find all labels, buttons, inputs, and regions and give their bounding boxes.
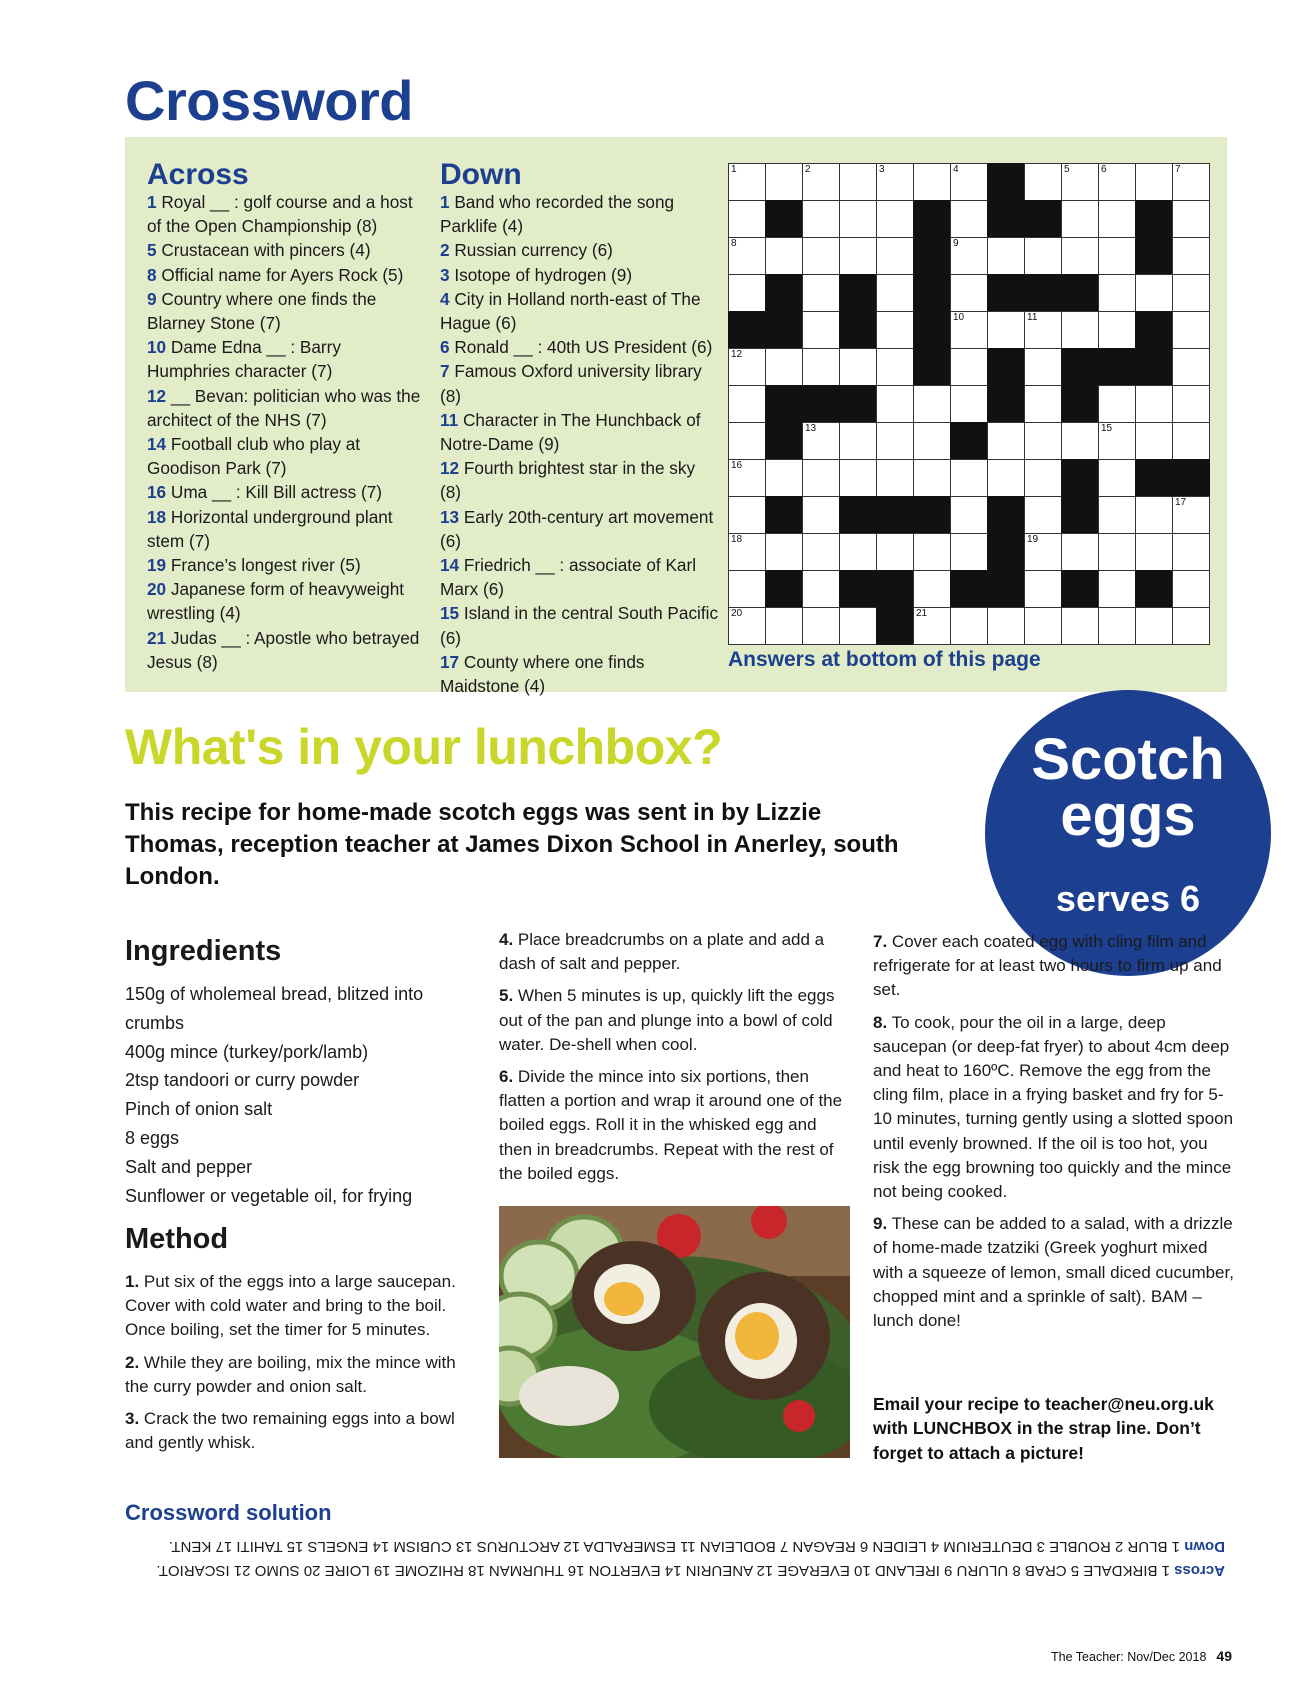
grid-block bbox=[876, 496, 914, 534]
down-clue: 7 Famous Oxford university library (8) bbox=[440, 361, 702, 406]
grid-cell[interactable] bbox=[876, 237, 914, 275]
email-callout: Email your recipe to teacher@neu.org.uk with LUNCHBOX in the strap line. Don’t forget to attach a picture! bbox=[873, 1394, 1214, 1463]
grid-cell[interactable] bbox=[1098, 200, 1136, 238]
across-clue: 16 Uma __ : Kill Bill actress (7) bbox=[147, 482, 382, 503]
grid-cell[interactable] bbox=[802, 533, 840, 571]
grid-cell[interactable] bbox=[1172, 348, 1210, 386]
grid-cell[interactable] bbox=[839, 422, 877, 460]
grid-block bbox=[1135, 459, 1173, 497]
grid-block bbox=[1061, 570, 1099, 608]
grid-cell[interactable] bbox=[1024, 385, 1062, 423]
solution-heading: Crossword solution bbox=[125, 1500, 332, 1525]
across-clues bbox=[147, 158, 427, 674]
method-steps-col3 bbox=[873, 930, 1238, 1341]
grid-cell[interactable] bbox=[1061, 607, 1099, 645]
down-clue: 15 Island in the central South Pacific (6) bbox=[440, 603, 719, 648]
method-step: 5. When 5 minutes is up, quickly lift the eggs out of the pan and plunge into a bowl of cold water. De-shell when cool. bbox=[499, 986, 835, 1054]
grid-cell[interactable] bbox=[802, 200, 840, 238]
grid-cell[interactable] bbox=[728, 163, 766, 201]
grid-cell[interactable] bbox=[1098, 459, 1136, 497]
across-clue: 19 France’s longest river (5) bbox=[147, 555, 361, 576]
grid-cell[interactable] bbox=[728, 237, 766, 275]
clue-number: 1 bbox=[731, 164, 737, 175]
grid-block bbox=[987, 496, 1025, 534]
recipe-badge-title bbox=[985, 727, 1271, 848]
grid-block bbox=[913, 237, 951, 275]
grid-cell[interactable] bbox=[987, 311, 1025, 349]
grid-block bbox=[1024, 274, 1062, 312]
grid-block bbox=[987, 385, 1025, 423]
grid-cell[interactable] bbox=[1024, 607, 1062, 645]
method-step: 2. While they are boiling, mix the mince with the curry powder and onion salt. bbox=[125, 1352, 456, 1396]
grid-cell[interactable] bbox=[1061, 311, 1099, 349]
page-title: Crossword bbox=[125, 69, 413, 132]
down-clue-list bbox=[440, 190, 720, 698]
grid-cell[interactable] bbox=[728, 274, 766, 312]
grid-cell[interactable] bbox=[950, 348, 988, 386]
grid-block bbox=[876, 607, 914, 645]
grid-block bbox=[765, 496, 803, 534]
clue-number: 21 bbox=[916, 608, 928, 619]
clue-number: 10 bbox=[953, 312, 965, 323]
down-clue: 13 Early 20th-century art movement (6) bbox=[440, 506, 714, 551]
grid-cell[interactable] bbox=[1135, 607, 1173, 645]
grid-cell[interactable] bbox=[987, 422, 1025, 460]
across-clue: 9 Country where one finds the Blarney Stone (7) bbox=[147, 288, 377, 334]
clue-number: 3 bbox=[879, 164, 885, 175]
grid-cell[interactable] bbox=[987, 607, 1025, 645]
grid-block bbox=[1135, 200, 1173, 238]
down-clue: 17 County where one finds Maidstone (4) bbox=[440, 651, 645, 697]
down-clue: 11 Character in The Hunchback of Notre-Dame (9) bbox=[440, 409, 701, 455]
grid-cell[interactable] bbox=[1061, 533, 1099, 571]
grid-cell[interactable] bbox=[839, 348, 877, 386]
grid-cell[interactable] bbox=[876, 533, 914, 571]
grid-block bbox=[765, 422, 803, 460]
grid-block bbox=[1135, 348, 1173, 386]
grid-cell[interactable] bbox=[765, 348, 803, 386]
grid-cell[interactable] bbox=[1172, 533, 1210, 571]
grid-cell[interactable] bbox=[1024, 163, 1062, 201]
grid-block bbox=[1024, 200, 1062, 238]
grid-cell[interactable] bbox=[1172, 274, 1210, 312]
page-footer bbox=[1051, 1648, 1232, 1664]
clue-number: 11 bbox=[1027, 312, 1038, 323]
grid-cell[interactable] bbox=[1024, 237, 1062, 275]
grid-cell[interactable] bbox=[839, 237, 877, 275]
method-step: 9. These can be added to a salad, with a drizzle of home-made tzatziki (Greek yoghurt mixed with a squeeze of lemon, small diced cucumber, chopped mint and a sprinkle of salt). BAM – lunch done! bbox=[873, 1214, 1234, 1331]
clue-number: 15 bbox=[1101, 423, 1113, 434]
ingredient-item: Pinch of onion salt bbox=[125, 1099, 273, 1120]
grid-cell[interactable] bbox=[1098, 163, 1136, 201]
grid-cell[interactable] bbox=[1172, 163, 1210, 201]
grid-cell[interactable] bbox=[913, 607, 951, 645]
ingredient-item: 8 eggs bbox=[125, 1127, 180, 1148]
grid-block bbox=[1135, 570, 1173, 608]
grid-cell[interactable] bbox=[876, 348, 914, 386]
down-clue: 12 Fourth brightest star in the sky (8) bbox=[440, 458, 696, 503]
grid-cell[interactable] bbox=[1135, 496, 1173, 534]
clue-number: 19 bbox=[1027, 534, 1039, 545]
grid-block bbox=[950, 570, 988, 608]
grid-cell[interactable] bbox=[950, 496, 988, 534]
grid-block bbox=[765, 385, 803, 423]
grid-block bbox=[1172, 459, 1210, 497]
grid-cell[interactable] bbox=[765, 163, 803, 201]
grid-cell[interactable] bbox=[802, 274, 840, 312]
grid-cell[interactable] bbox=[913, 422, 951, 460]
method-steps-col1 bbox=[125, 1270, 480, 1455]
grid-cell[interactable] bbox=[839, 607, 877, 645]
grid-cell[interactable] bbox=[950, 237, 988, 275]
grid-cell[interactable] bbox=[1061, 163, 1099, 201]
clue-number: 5 bbox=[1064, 164, 1070, 175]
grid-cell[interactable] bbox=[1172, 200, 1210, 238]
grid-cell[interactable] bbox=[728, 422, 766, 460]
grid-cell[interactable] bbox=[950, 533, 988, 571]
grid-block bbox=[1135, 237, 1173, 275]
across-clue: 12 __ Bevan: politician who was the architect of the NHS (7) bbox=[147, 385, 421, 430]
grid-cell[interactable] bbox=[802, 570, 840, 608]
grid-cell[interactable] bbox=[1098, 237, 1136, 275]
grid-cell[interactable] bbox=[1135, 422, 1173, 460]
grid-cell[interactable] bbox=[1172, 237, 1210, 275]
grid-cell[interactable] bbox=[765, 237, 803, 275]
ingredients-section bbox=[125, 935, 475, 1210]
grid-block bbox=[987, 533, 1025, 571]
grid-cell[interactable] bbox=[1172, 385, 1210, 423]
grid-block bbox=[1061, 274, 1099, 312]
grid-cell[interactable] bbox=[839, 533, 877, 571]
grid-cell[interactable] bbox=[1135, 274, 1173, 312]
recipe-intro: This recipe for home-made scotch eggs was sent in by Lizzie Thomas, reception teacher at James Dixon School in Anerley, south London. bbox=[125, 799, 899, 890]
grid-block bbox=[839, 570, 877, 608]
grid-cell[interactable] bbox=[728, 496, 766, 534]
grid-block bbox=[987, 570, 1025, 608]
solution-down: Down 1 BLUR 2 ROUBLE 3 DEUTERIUM 4 LEIDEN 6 REAGAN 7 BODLEIAN 11 ESMERALDA 12 ARCTURUS 13 CUBISM 14 ENGELS 15 TAHITI 17 KENT. bbox=[168, 1538, 1225, 1555]
method-step: 6. Divide the mince into six portions, then flatten a portion and wrap it around one of the boiled eggs. Roll it in the whisked egg and then in breadcrumbs. Repeat with the rest of the boiled eggs. bbox=[499, 1067, 843, 1183]
ingredients-list bbox=[125, 980, 475, 1210]
down-clue: 4 City in Holland north-east of The Hague (6) bbox=[440, 288, 701, 334]
down-clue: 6 Ronald __ : 40th US President (6) bbox=[440, 337, 713, 358]
clue-number: 14 bbox=[952, 422, 964, 433]
grid-block bbox=[765, 570, 803, 608]
grid-cell[interactable] bbox=[950, 607, 988, 645]
clue-number: 18 bbox=[731, 534, 743, 545]
grid-cell[interactable] bbox=[913, 385, 951, 423]
grid-cell[interactable] bbox=[1098, 311, 1136, 349]
across-clue: 5 Crustacean with pincers (4) bbox=[147, 240, 371, 261]
down-clue: 3 Isotope of hydrogen (9) bbox=[440, 264, 633, 285]
across-clue: 20 Japanese form of heavyweight wrestling (4) bbox=[147, 579, 405, 624]
method-step: 7. Cover each coated egg with cling film and refrigerate for at least two hours to firm up and set. bbox=[873, 932, 1222, 1000]
grid-cell[interactable] bbox=[1172, 607, 1210, 645]
grid-cell[interactable] bbox=[1098, 607, 1136, 645]
grid-cell[interactable] bbox=[876, 422, 914, 460]
grid-cell[interactable] bbox=[1172, 311, 1210, 349]
crossword-grid bbox=[728, 163, 1209, 644]
grid-cell[interactable] bbox=[1098, 422, 1136, 460]
grid-cell[interactable] bbox=[802, 607, 840, 645]
grid-cell[interactable] bbox=[1135, 163, 1173, 201]
clue-number: 4 bbox=[953, 164, 959, 175]
grid-cell[interactable] bbox=[802, 459, 840, 497]
grid-cell[interactable] bbox=[1135, 385, 1173, 423]
grid-block bbox=[1061, 496, 1099, 534]
grid-block bbox=[987, 163, 1025, 201]
clue-number: 7 bbox=[1175, 164, 1181, 175]
clue-number: 8 bbox=[731, 238, 737, 249]
method-step: 3. Crack the two remaining eggs into a bowl and gently whisk. bbox=[125, 1409, 455, 1453]
grid-cell[interactable] bbox=[1172, 496, 1210, 534]
grid-cell[interactable] bbox=[876, 311, 914, 349]
grid-cell[interactable] bbox=[765, 607, 803, 645]
grid-cell[interactable] bbox=[728, 533, 766, 571]
ingredient-item: Sunflower or vegetable oil, for frying bbox=[125, 1185, 413, 1206]
grid-cell[interactable] bbox=[913, 163, 951, 201]
grid-block bbox=[839, 496, 877, 534]
grid-block bbox=[1135, 311, 1173, 349]
grid-cell[interactable] bbox=[876, 385, 914, 423]
grid-cell[interactable] bbox=[987, 237, 1025, 275]
grid-cell[interactable] bbox=[728, 348, 766, 386]
grid-cell[interactable] bbox=[1024, 311, 1062, 349]
grid-cell[interactable] bbox=[728, 570, 766, 608]
grid-cell[interactable] bbox=[802, 311, 840, 349]
method-heading: Method bbox=[125, 1223, 229, 1255]
answers-note: Answers at bottom of this page bbox=[728, 648, 1041, 671]
across-clue: 18 Horizontal underground plant stem (7) bbox=[147, 506, 393, 551]
grid-cell[interactable] bbox=[1135, 533, 1173, 571]
grid-cell[interactable] bbox=[1098, 533, 1136, 571]
grid-cell[interactable] bbox=[802, 163, 840, 201]
clue-number: 12 bbox=[731, 349, 743, 360]
grid-cell[interactable] bbox=[950, 311, 988, 349]
grid-cell[interactable] bbox=[839, 459, 877, 497]
clue-number: 2 bbox=[805, 164, 811, 175]
grid-block bbox=[913, 311, 951, 349]
grid-block bbox=[765, 274, 803, 312]
grid-cell[interactable] bbox=[1024, 348, 1062, 386]
grid-block bbox=[765, 311, 803, 349]
down-heading: Down bbox=[440, 158, 522, 191]
clue-number: 20 bbox=[731, 608, 743, 619]
grid-cell[interactable] bbox=[1024, 570, 1062, 608]
grid-block bbox=[1061, 348, 1099, 386]
grid-cell[interactable] bbox=[913, 459, 951, 497]
across-clue: 1 Royal __ : golf course and a host of the Open Championship (8) bbox=[147, 192, 413, 237]
lunchbox-title: What's in your lunchbox? bbox=[125, 719, 723, 775]
across-clue-list bbox=[147, 190, 427, 674]
down-clues bbox=[440, 158, 720, 698]
grid-cell[interactable] bbox=[1024, 459, 1062, 497]
badge-line-1: Scotch bbox=[1031, 727, 1225, 792]
grid-cell[interactable] bbox=[1172, 422, 1210, 460]
grid-cell[interactable] bbox=[802, 348, 840, 386]
grid-cell[interactable] bbox=[876, 459, 914, 497]
grid-block bbox=[728, 311, 766, 349]
grid-cell[interactable] bbox=[839, 200, 877, 238]
grid-block bbox=[987, 200, 1025, 238]
page-number: 49 bbox=[1216, 1648, 1232, 1664]
grid-cell[interactable] bbox=[728, 200, 766, 238]
clue-number: 13 bbox=[805, 423, 817, 434]
badge-serves: serves 6 bbox=[1055, 878, 1201, 919]
grid-cell[interactable] bbox=[1098, 274, 1136, 312]
grid-cell[interactable] bbox=[1061, 422, 1099, 460]
grid-cell[interactable] bbox=[950, 163, 988, 201]
ingredient-item: 400g mince (turkey/pork/lamb) bbox=[125, 1041, 369, 1062]
down-clue: 1 Band who recorded the song Parklife (4) bbox=[440, 192, 675, 237]
grid-cell[interactable] bbox=[728, 607, 766, 645]
solution-across: Across 1 BIRKDALE 5 CRAB 8 ULURU 9 IRELAND 10 EVERAGE 12 ANEURIN 14 EVERTON 16 THURMAN 18 RHIZOME 19 LOIRE 20 SUMO 21 ISCARIOT. bbox=[156, 1562, 1225, 1579]
ingredient-item: 150g of wholemeal bread, blitzed into crumbs bbox=[125, 984, 424, 1033]
grid-block bbox=[913, 348, 951, 386]
grid-block bbox=[1098, 348, 1136, 386]
grid-block bbox=[802, 385, 840, 423]
grid-cell[interactable] bbox=[728, 385, 766, 423]
ingredients-heading: Ingredients bbox=[125, 935, 282, 967]
across-clue: 10 Dame Edna __ : Barry Humphries character (7) bbox=[147, 337, 341, 382]
across-heading: Across bbox=[147, 158, 249, 191]
grid-block bbox=[950, 422, 988, 460]
grid-cell[interactable] bbox=[1024, 533, 1062, 571]
grid-cell[interactable] bbox=[1061, 237, 1099, 275]
grid-block bbox=[765, 200, 803, 238]
ingredient-item: Salt and pepper bbox=[125, 1156, 253, 1177]
grid-block bbox=[1061, 385, 1099, 423]
method-step: 4. Place breadcrumbs on a plate and add a dash of salt and pepper. bbox=[499, 930, 825, 974]
grid-cell[interactable] bbox=[950, 459, 988, 497]
method-step: 8. To cook, pour the oil in a large, deep saucepan (or deep-fat fryer) to about 4cm deep and heat to 160ºC. Remove the egg from the cling film, place in a frying basket and fry for 5-10 minutes, turning gently using a slotted spoon until evenly browned. If the oil is too hot, you risk the egg browning too quickly and the mince not being cooked. bbox=[873, 1012, 1234, 1202]
clue-number: 17 bbox=[1175, 497, 1187, 508]
grid-block bbox=[913, 274, 951, 312]
grid-cell[interactable] bbox=[1061, 200, 1099, 238]
grid-block bbox=[913, 200, 951, 238]
grid-block bbox=[839, 311, 877, 349]
clue-number: 16 bbox=[731, 460, 743, 471]
grid-cell[interactable] bbox=[1024, 496, 1062, 534]
publication-name: The Teacher: Nov/Dec 2018 bbox=[1051, 1650, 1207, 1664]
scotch-eggs-photo bbox=[499, 1206, 850, 1458]
clue-number: 6 bbox=[1101, 164, 1107, 175]
grid-cell[interactable] bbox=[1024, 422, 1062, 460]
grid-block bbox=[987, 274, 1025, 312]
grid-cell[interactable] bbox=[1098, 385, 1136, 423]
grid-block bbox=[1061, 459, 1099, 497]
clue-number: 9 bbox=[953, 238, 959, 249]
badge-line-2: eggs bbox=[1060, 783, 1196, 848]
grid-cell[interactable] bbox=[913, 533, 951, 571]
grid-cell[interactable] bbox=[950, 385, 988, 423]
grid-block bbox=[839, 385, 877, 423]
grid-cell[interactable] bbox=[950, 274, 988, 312]
grid-cell[interactable] bbox=[802, 422, 840, 460]
grid-cell[interactable] bbox=[913, 570, 951, 608]
grid-cell[interactable] bbox=[839, 163, 877, 201]
down-clue: 2 Russian currency (6) bbox=[440, 240, 613, 261]
grid-cell[interactable] bbox=[950, 200, 988, 238]
grid-cell[interactable] bbox=[876, 163, 914, 201]
grid-cell[interactable] bbox=[728, 459, 766, 497]
grid-cell[interactable] bbox=[765, 459, 803, 497]
grid-block bbox=[987, 348, 1025, 386]
grid-cell[interactable] bbox=[876, 200, 914, 238]
grid-cell[interactable] bbox=[802, 237, 840, 275]
method-steps-col2 bbox=[499, 928, 849, 1194]
grid-block bbox=[839, 274, 877, 312]
grid-cell[interactable] bbox=[1098, 570, 1136, 608]
down-clue: 14 Friedrich __ : associate of Karl Marx (6) bbox=[440, 555, 697, 600]
ingredient-item: 2tsp tandoori or curry powder bbox=[125, 1070, 360, 1091]
method-section bbox=[125, 1223, 480, 1463]
grid-cell[interactable] bbox=[765, 533, 803, 571]
grid-cell[interactable] bbox=[876, 274, 914, 312]
grid-block bbox=[876, 570, 914, 608]
grid-cell[interactable] bbox=[802, 496, 840, 534]
method-step: 1. Put six of the eggs into a large saucepan. Cover with cold water and bring to the boil. Once boiling, set the timer for 5 minutes. bbox=[125, 1272, 456, 1340]
grid-cell[interactable] bbox=[1098, 496, 1136, 534]
across-clue: 21 Judas __ : Apostle who betrayed Jesus (8) bbox=[147, 627, 420, 672]
across-clue: 14 Football club who play at Goodison Park (7) bbox=[147, 434, 361, 479]
grid-block bbox=[913, 496, 951, 534]
across-clue: 8 Official name for Ayers Rock (5) bbox=[147, 264, 404, 285]
grid-cell[interactable] bbox=[987, 459, 1025, 497]
grid-cell[interactable] bbox=[1172, 570, 1210, 608]
